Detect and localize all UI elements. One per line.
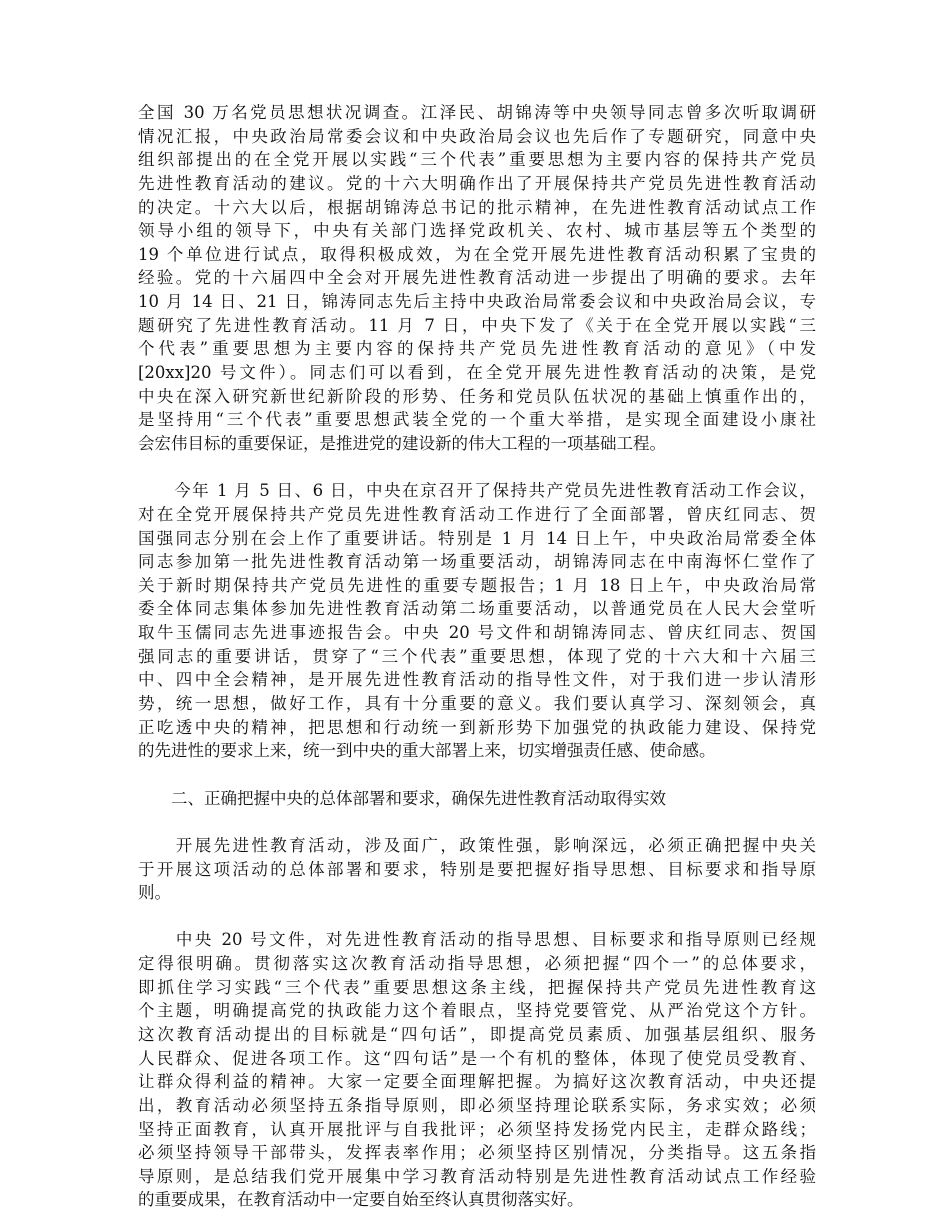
text-line: 个主题，明确提高党的执政能力这个着眼点，坚持党要管党、从严治党这个方针。 <box>138 1001 816 1021</box>
section-heading-text: 二、正确把握中央的总体部署和要求，确保先进性教育活动取得实效 <box>138 788 666 808</box>
text-line: 导原则，是总结我们党开展集中学习教育活动特别是先进性教育活动试点工作经验 <box>138 1166 816 1186</box>
text-line: 全国 30 万名党员思想状况调查。江泽民、胡锦涛等中央领导同志曾多次听取调研 <box>138 103 816 122</box>
text-line: 同志参加第一批先进性教育活动第一场重要活动，胡锦涛同志在中南海怀仁堂作了 <box>138 552 816 572</box>
text-line: 国强同志分别在会上作了重要讲话。特别是 1 月 14 日上午，中央政治局常委全体 <box>138 528 816 548</box>
text-line: 经验。党的十六届四中全会对开展先进性教育活动进一步提出了明确的要求。去年 <box>138 268 816 288</box>
text-line: 个代表”重要思想为主要内容的保持共产党员先进性教育活动的意见》（中发 <box>138 339 816 359</box>
text-line: 对在全党开展保持共产党员先进性教育活动工作进行了全面部署，曾庆红同志、贺 <box>138 504 816 524</box>
text-line: 坚持正面教育，认真开展批评与自我批评；必须坚持发扬党内民主，走群众路线； <box>138 1119 816 1139</box>
text-line: 10 月 14 日、21 日，锦涛同志先后主持中央政治局常委会议和中央政治局会议，专 <box>138 292 816 312</box>
text-line: 势，统一思想，做好工作，具有十分重要的意义。我们要认真学习、深刻领会，真 <box>138 694 816 714</box>
text-line: 人民群众、促进各项工作。这“四句话”是一个有机的整体，体现了使党员受教育、 <box>138 1048 816 1068</box>
text-line: 开展先进性教育活动，涉及面广，政策性强，影响深远，必须正确把握中央关 <box>138 835 816 855</box>
text-line: 的决定。十六大以后，根据胡锦涛总书记的批示精神，在先进性教育活动试点工作 <box>138 197 816 217</box>
text-line: [20xx]20 号文件）。同志们可以看到，在全党开展先进性教育活动的决策，是党 <box>138 363 816 383</box>
text-line: 让群众得利益的精神。大家一定要全面理解把握。为搞好这次教育活动，中央还提 <box>138 1072 816 1092</box>
text-line: 正吃透中央的精神，把思想和行动统一到新形势下加强党的执政能力建设、保持党 <box>138 717 816 737</box>
paragraph-gap <box>138 810 816 834</box>
text-line: 委全体同志集体参加先进性教育活动第二场重要活动，以普通党员在人民大会堂听 <box>138 599 816 619</box>
paragraph-overall-requirements <box>138 834 816 905</box>
paragraph-guiding-principles <box>138 928 816 1212</box>
text-line: 领导小组的领导下，中央有关部门选择党政机关、农村、城市基层等五个类型的 <box>138 221 816 241</box>
text-line: 题研究了先进性教育活动。11 月 7 日，中央下发了《关于在全党开展以实践“三 <box>138 315 816 335</box>
paragraph-central-meeting <box>138 479 816 763</box>
paragraph-survey-background <box>138 101 816 456</box>
text-line: 必须坚持领导干部带头，发挥表率作用；必须坚持区别情况，分类指导。这五条指 <box>138 1143 816 1163</box>
text-line: 今年 1 月 5 日、6 日，中央在京召开了保持共产党员先进性教育活动工作会议， <box>138 481 816 501</box>
text-line: 会宏伟目标的重要保证，是推进党的建设新的伟大工程的一项基础工程。 <box>138 433 666 453</box>
section-heading <box>138 787 816 811</box>
text-line: 即抓住学习实践“三个代表”重要思想这条主线，把握保持共产党员先进性教育这 <box>138 977 816 997</box>
paragraph-gap <box>138 905 816 929</box>
text-line: 中央 20 号文件，对先进性教育活动的指导思想、目标要求和指导原则已经规 <box>138 930 816 950</box>
text-line: 这次教育活动提出的目标就是“四句话”，即提高党员素质、加强基层组织、服务 <box>138 1024 816 1044</box>
paragraph-gap <box>138 456 816 480</box>
text-line: 的先进性的要求上来，统一到中央的重大部署上来，切实增强责任感、使命感。 <box>138 741 716 761</box>
document-page <box>138 101 816 1212</box>
text-line: 关于新时期保持共产党员先进性的重要专题报告；1 月 18 日上午，中央政治局常 <box>138 575 816 595</box>
text-line: 于开展这项活动的总体部署和要求，特别是要把握好指导思想、目标要求和指导原 <box>138 859 816 879</box>
text-line: 的重要成果，在教育活动中一定要自始至终认真贯彻落实好。 <box>138 1190 584 1210</box>
text-line: 情况汇报，中央政治局常委会议和中央政治局会议也先后作了专题研究，同意中央 <box>138 126 816 146</box>
paragraph-gap <box>138 763 816 787</box>
text-line: 定得很明确。贯彻落实这次教育活动指导思想，必须把握“四个一”的总体要求， <box>138 954 816 974</box>
text-line: 19 个单位进行试点，取得积极成效，为在全党开展先进性教育活动积累了宝贵的 <box>138 244 816 264</box>
text-line: 中、四中全会精神，是开展先进性教育活动的指导性文件，对于我们进一步认清形 <box>138 670 816 690</box>
text-line: 强同志的重要讲话，贯穿了“三个代表”重要思想，体现了党的十六大和十六届三 <box>138 646 816 666</box>
text-line: 是坚持用“三个代表”重要思想武装全党的一个重大举措，是实现全面建设小康社 <box>138 410 816 430</box>
text-line: 出，教育活动必须坚持五条指导原则，即必须坚持理论联系实际，务求实效；必须 <box>138 1095 816 1115</box>
text-line: 中央在深入研究新世纪新阶段的形势、任务和党员队伍状况的基础上慎重作出的， <box>138 386 816 406</box>
text-line: 则。 <box>138 883 171 903</box>
text-line: 先进性教育活动的建议。党的十六大明确作出了开展保持共产党员先进性教育活动 <box>138 173 816 193</box>
text-line: 组织部提出的在全党开展以实践“三个代表”重要思想为主要内容的保持共产党员 <box>138 150 816 170</box>
text-line: 取牛玉儒同志先进事迹报告会。中央 20 号文件和胡锦涛同志、曾庆红同志、贺国 <box>138 623 816 643</box>
